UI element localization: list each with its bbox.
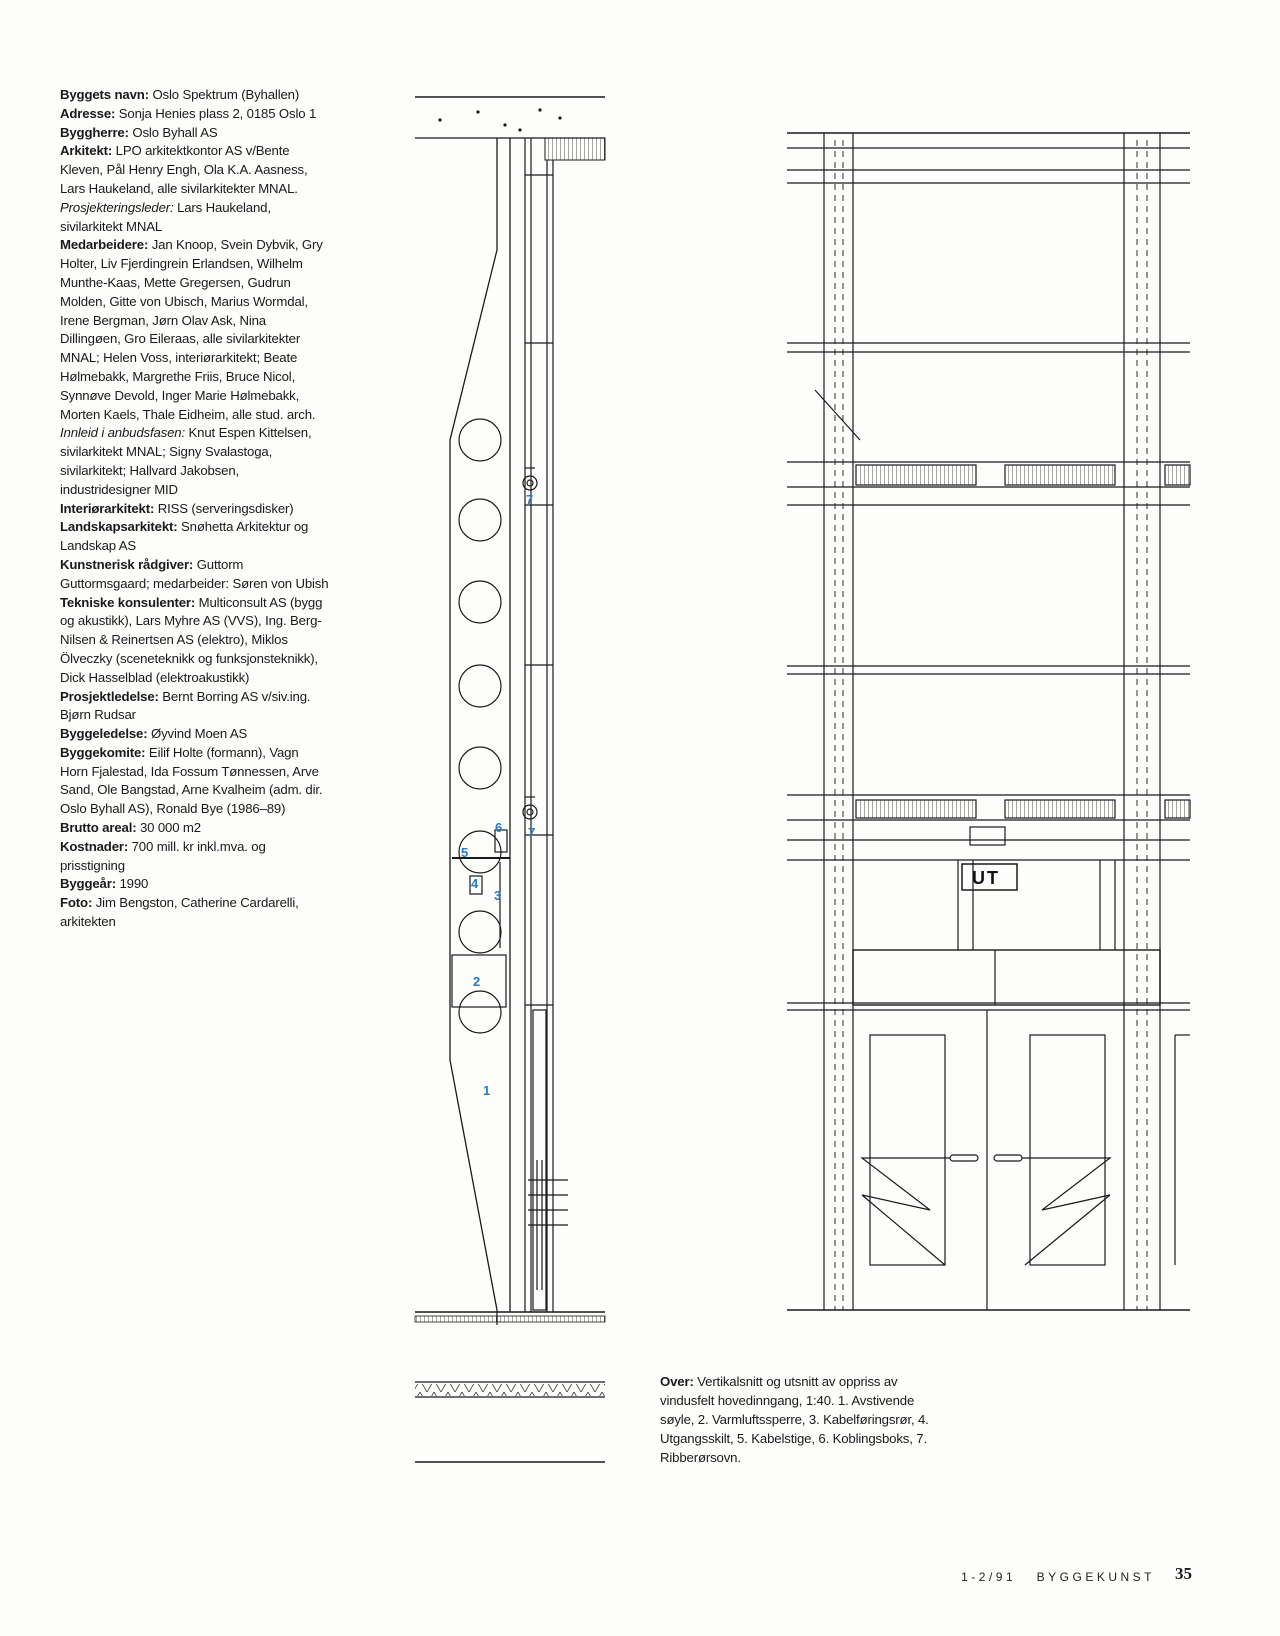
credit-entry: Prosjektledelse: Bernt Borring AS v/siv.ing. Bjørn Rudsar: [60, 688, 311, 723]
drawing-label: 2: [473, 974, 481, 989]
issue-number: 1-2/91: [961, 1570, 1017, 1584]
column-opening: [459, 911, 501, 953]
credit-entry: Byggeledelse: Øyvind Moen AS: [60, 726, 248, 742]
credit-entry: Medarbeidere: Jan Knoop, Svein Dybvik, Gry Holter, Liv Fjerdingrein Erlandsen, Wilhelm Munthe-Kaas, Mette Gregersen, Gudrun Molden, Gitte von Ubisch, Marius Wormdal, Irene Bergman, Jørn Olav Ask, Nina Dillingøen, Gro Eileraas, alle sivilarkitekter MNAL; Helen Voss, interiørarkitekt; Beate Hølmebakk, Margrethe Friis, Bruce Nicol, Synnøve Devold, Inger Marie Hølmebakk, Morten Kaels, Thale Eidheim, alle stud. arch. Innleid i anbudsfasen: Knut Espen Kittelsen, sivilarkitekt MNAL; Signy Svalastoga, sivilarkitekt; Hallvard Jakobsen, industridesigner MID: [60, 237, 323, 497]
drawing-label: 4: [471, 876, 479, 891]
drawing-label: 1: [483, 1083, 491, 1098]
credit-entry: Landskapsarkitekt: Snøhetta Arkitektur og Landskap AS: [60, 519, 309, 554]
credit-entry: Kostnader: 700 mill. kr inkl.mva. og prisstigning: [60, 838, 266, 873]
vertical-section: [415, 97, 605, 1462]
drawing-label: 5: [461, 845, 469, 860]
entrance-door[interactable]: [870, 1035, 945, 1265]
column-opening: [459, 581, 501, 623]
credit-entry: Byggets navn: Oslo Spektrum (Byhallen): [60, 87, 300, 102]
credit-entry: Kunstnerisk rådgiver: Guttorm Guttormsgaard; medarbeider: Søren von Ubish: [60, 556, 329, 591]
page-number: 35: [1175, 1564, 1192, 1583]
column-opening: [459, 665, 501, 707]
credit-entry: Byggherre: Oslo Byhall AS: [60, 124, 218, 140]
drawing-label: 7: [528, 825, 536, 840]
magazine-title: BYGGEKUNST: [1036, 1570, 1155, 1584]
credit-entry: Interiørarkitekt: RISS (serveringsdisker): [60, 500, 294, 516]
drawing-label: 7: [526, 492, 534, 507]
drawing-label: 6: [495, 820, 503, 835]
figure-caption: Over: Vertikalsnitt og utsnitt av oppriss av vindusfelt hovedinngang, 1:40. 1. Avstivende søyle, 2. Varmluftssperre, 3. Kabelføringsrør, 4. Utgangsskilt, 5. Kabelstige, 6. Koblingsboks, 7. Ribberørsovn.: [660, 1374, 929, 1465]
drawing-label: 3: [494, 888, 502, 903]
credit-entry: Tekniske konsulenter: Multiconsult AS (bygg og akustikk), Lars Myhre AS (VVS), Ing. Berg-Nilsen & Reinertsen AS (elektro), Miklos Ölveczky (sceneteknikk og funksjonsteknikk), Dick Hasselblad (elektroakustikk): [60, 594, 323, 685]
credit-entry: Byggekomite: Eilif Holte (formann), Vagn Horn Fjalestad, Ida Fossum Tønnessen, Arve Sand, Ole Bangstad, Arne Kvalheim (adm. dir. Oslo Byhall AS), Ronald Bye (1986–89): [60, 744, 323, 817]
elevation-view: [787, 133, 1190, 1310]
column-opening: [459, 747, 501, 789]
running-footer: [961, 1570, 1155, 1584]
column-opening: [459, 419, 501, 461]
column-opening: [459, 991, 501, 1033]
credit-entry: Foto: Jim Bengston, Catherine Cardarelli, arkitekten: [60, 895, 299, 930]
credit-entry: Byggeår: 1990: [60, 876, 149, 892]
credit-entry: Brutto areal: 30 000 m2: [60, 820, 201, 836]
credit-entry: Adresse: Sonja Henies plass 2, 0185 Oslo 1: [60, 105, 317, 121]
credit-entry: Arkitekt: LPO arkitektkontor AS v/Bente Kleven, Pål Henry Engh, Ola K.A. Aasness, Lars Haukeland, alle sivilarkitekter MNAL. Prosjekteringsleder: Lars Haukeland, sivilarkitekt MNAL: [60, 143, 308, 234]
column-opening: [459, 499, 501, 541]
exit-sign-text: UT: [972, 868, 1000, 888]
